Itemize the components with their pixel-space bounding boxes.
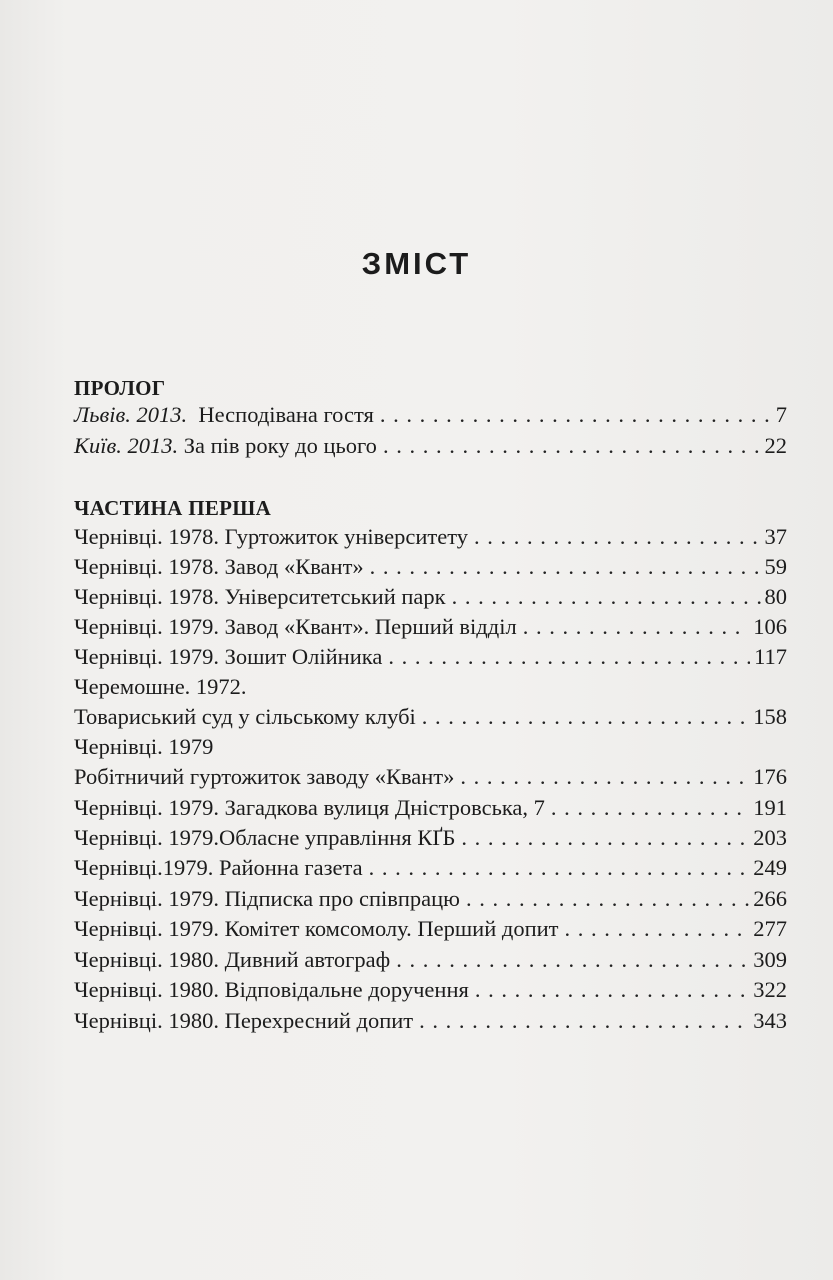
- toc-entry: [74, 916, 787, 946]
- toc-entry: [74, 947, 787, 977]
- toc-entry-label: [74, 433, 377, 459]
- toc-entry-title: Чернівці. 1979. Підписка про співпрацю: [74, 886, 460, 911]
- toc-entry-title: Чернівці. 1978. Університетський парк: [74, 584, 446, 609]
- toc-entry-heading-line: Черемошне. 1972.: [74, 674, 247, 699]
- toc-entry: [74, 402, 787, 432]
- toc-entry-page: 203: [753, 825, 787, 850]
- toc-entry-page: 277: [753, 916, 787, 941]
- toc-entry-page: 117: [754, 644, 787, 669]
- toc-entry-title: Чернівці. 1978. Завод «Квант»: [74, 554, 364, 579]
- dot-leader: [565, 916, 750, 942]
- toc-entry-place: Львів. 2013.: [74, 402, 188, 427]
- dot-leader: [370, 554, 761, 580]
- toc-entry-title: Чернівці. 1979. Завод «Квант». Перший відділ: [74, 614, 517, 639]
- toc-entry-place: Київ. 2013.: [74, 433, 179, 458]
- toc-entry: [74, 855, 787, 885]
- dot-leader: [383, 433, 761, 459]
- dot-leader: [474, 524, 761, 550]
- toc-entry-page: 80: [764, 584, 787, 609]
- dot-leader: [466, 886, 749, 912]
- toc-entry-title: Чернівці. 1979. Загадкова вулиця Дністровська, 7: [74, 795, 545, 820]
- dot-leader: [422, 704, 749, 730]
- toc-entry-page: 7: [775, 402, 787, 427]
- toc-entry-title: Чернівці. 1980. Дивний автограф: [74, 947, 391, 972]
- dot-leader: [461, 825, 749, 851]
- toc-entry: [74, 886, 787, 916]
- part-one-heading: ЧАСТИНА ПЕРША: [74, 496, 272, 520]
- toc-entry: [74, 554, 787, 584]
- toc-entry: [74, 524, 787, 554]
- toc-entry-page: 59: [764, 554, 787, 579]
- toc-entry-page: 37: [764, 524, 787, 549]
- dot-leader: [369, 855, 750, 881]
- toc-entry-title: Чернівці.1979. Районна газета: [74, 855, 363, 880]
- toc-entry-page: 343: [753, 1008, 787, 1033]
- toc-entry-page: 158: [753, 704, 787, 729]
- prologue-heading: ПРОЛОГ: [74, 376, 166, 400]
- dot-leader: [419, 1008, 749, 1034]
- toc-entry-title: За пів року до цього: [183, 433, 377, 458]
- toc-entry-title: Чернівці. 1979. Комітет комсомолу. Перший допит: [74, 916, 559, 941]
- toc-entry: [74, 825, 787, 855]
- toc-entry: [74, 644, 787, 674]
- toc-entry-page: 249: [753, 855, 787, 880]
- toc-entry-page: 322: [753, 977, 787, 1002]
- dot-leader: [380, 402, 772, 428]
- toc-entry-title: Чернівці. 1978. Гуртожиток університету: [74, 524, 468, 549]
- toc-entry: [74, 614, 787, 644]
- toc-entry-page: 106: [753, 614, 787, 639]
- toc-entry-title: Робітничий гуртожиток заводу «Квант»: [74, 764, 455, 789]
- toc-entry-page: 176: [753, 764, 787, 789]
- dot-leader: [396, 947, 749, 973]
- dot-leader: [551, 795, 749, 821]
- page-title: ЗМІСТ: [361, 246, 472, 281]
- toc-entry-title: Чернівці. 1980. Відповідальне доручення: [74, 977, 469, 1002]
- toc-entry-page: 266: [753, 886, 787, 911]
- toc-entry-page: 22: [764, 433, 787, 458]
- toc-entry-label: [74, 402, 374, 428]
- toc-entry: [74, 433, 787, 463]
- dot-leader: [523, 614, 750, 640]
- toc-entry-title: Товариський суд у сільському клубі: [74, 704, 416, 729]
- dot-leader: [460, 764, 749, 790]
- toc-entry-heading-line: Чернівці. 1979: [74, 734, 214, 759]
- dot-leader: [452, 584, 761, 610]
- toc-entry-page: 191: [753, 795, 787, 820]
- toc-entry: [74, 1008, 787, 1038]
- toc-entry: [74, 795, 787, 825]
- toc-entry-title: Чернівці. 1979. Зошит Олійника: [74, 644, 383, 669]
- toc-entry: [74, 977, 787, 1007]
- toc-entry-title: Чернівці. 1979.Обласне управління КҐБ: [74, 825, 456, 850]
- dot-leader: [475, 977, 749, 1003]
- toc-entry-title: Несподівана гостя: [198, 402, 374, 427]
- toc-entry: [74, 764, 787, 794]
- toc-entry-title: Чернівці. 1980. Перехресний допит: [74, 1008, 414, 1033]
- toc-entry: [74, 584, 787, 614]
- dot-leader: [388, 644, 750, 670]
- toc-entry-page: 309: [753, 947, 787, 972]
- toc-entry: [74, 704, 787, 734]
